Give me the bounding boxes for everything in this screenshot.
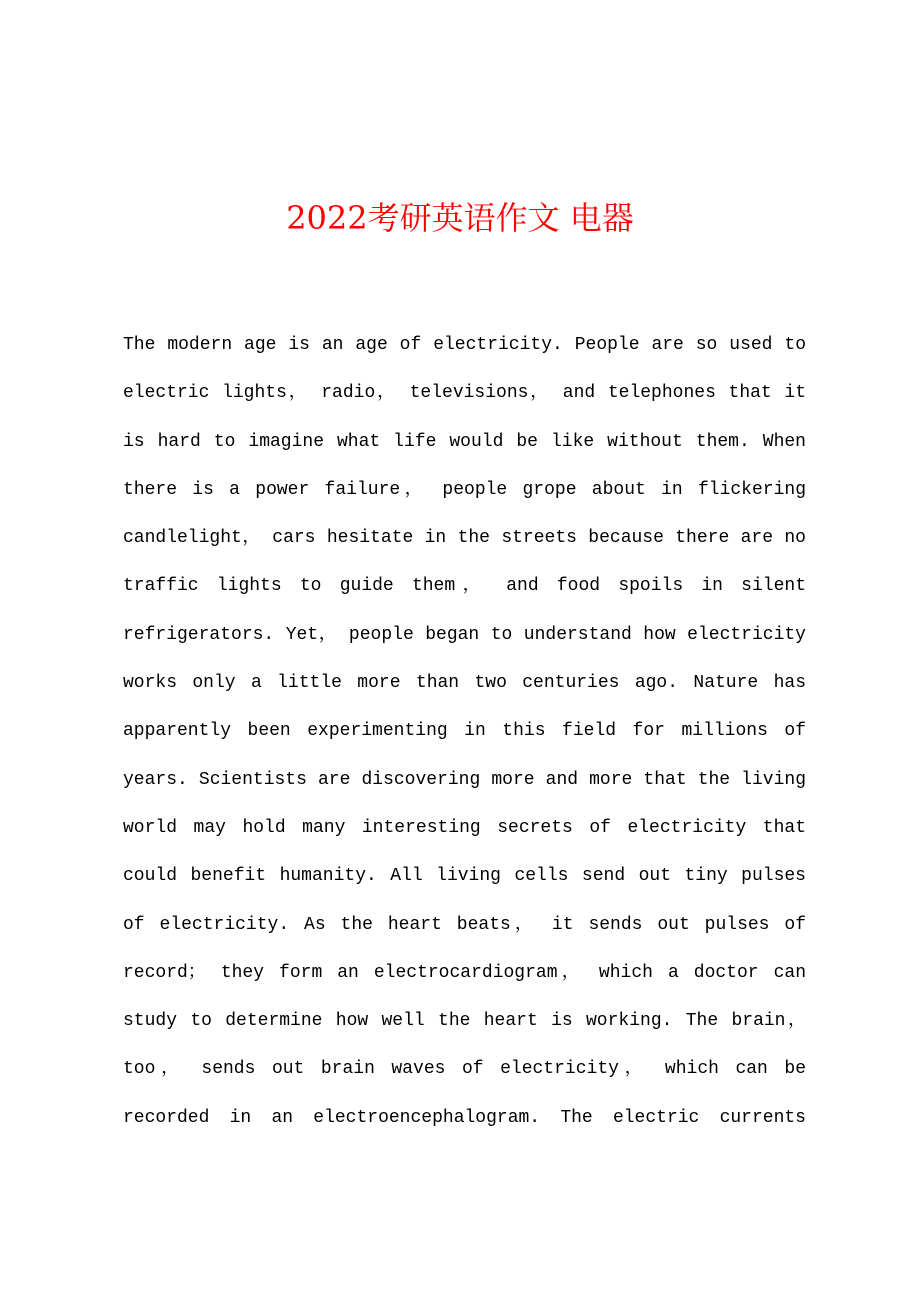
text-line: refrigerators. Yet， people began to understand how electricity xyxy=(123,624,806,645)
text-line: works only a little more than two centuries ago. Nature has xyxy=(123,673,806,694)
text-line: apparently been experimenting in this field for millions of xyxy=(123,721,806,742)
text-line: record； they form an electrocardiogram， which a doctor can xyxy=(123,962,806,983)
text-line: there is a power failure， people grope about in flickering xyxy=(123,479,806,500)
text-line: study to determine how well the heart is working. The brain， xyxy=(123,1011,806,1032)
text-line: too， sends out brain waves of electricity， which can be xyxy=(123,1059,806,1080)
text-line: is hard to imagine what life would be like without them. When xyxy=(123,431,806,452)
text-line: traffic lights to guide them， and food spoils in silent xyxy=(123,576,806,597)
text-line: world may hold many interesting secrets of electricity that xyxy=(123,817,806,838)
text-line: candlelight， cars hesitate in the streets because there are no xyxy=(123,528,806,549)
text-line: recorded in an electroencephalogram. The electric currents xyxy=(123,1107,806,1128)
text-line: electric lights， radio， televisions， and telephones that it xyxy=(123,383,806,404)
text-line: of electricity. As the heart beats， it sends out pulses of xyxy=(123,914,806,935)
document-title: 2022考研英语作文 电器 xyxy=(286,199,634,237)
text-line: could benefit humanity. All living cells send out tiny pulses xyxy=(123,866,806,887)
text-line: years. Scientists are discovering more and more that the living xyxy=(123,769,806,790)
essay-body xyxy=(123,330,806,1151)
text-line: The modern age is an age of electricity. People are so used to xyxy=(123,335,806,355)
